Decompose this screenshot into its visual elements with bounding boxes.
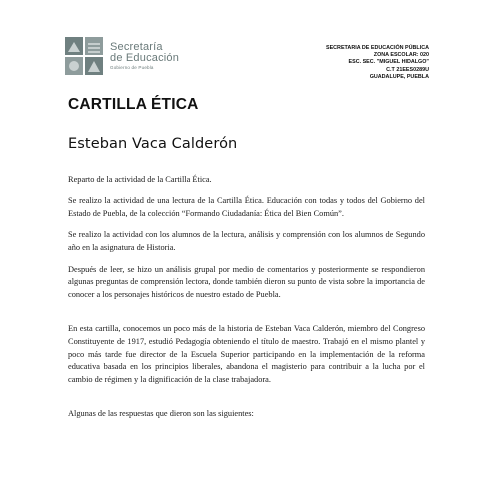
header-line-4: C.T 21EES0289U (386, 66, 429, 73)
puebla-emblem-icon (62, 34, 106, 78)
paragraph-2: Se realizo la actividad de una lectura de la Cartilla Ética. Educación con todas y todos del Gobierno del Estado de Puebla, de la colección “Formando Ciudadanía: Ética del Bien Común”. (68, 196, 425, 219)
header-line-1: SECRETARIA DE EDUCACIÓN PÚBLICA (325, 45, 429, 51)
header-line-5: GUADALUPE, PUEBLA (369, 73, 429, 80)
logo-line-2: de Educación (110, 51, 180, 64)
logo-line-3: Gobierno de Puebla (110, 64, 154, 70)
author-name: Esteban Vaca Calderón (68, 136, 238, 152)
header-line-2: ZONA ESCOLAR: 020 (373, 52, 429, 59)
paragraph-5: En esta cartilla, conocemos un poco más de la historia de Esteban Vaca Calderón, miembro del Congreso Constituyente de 1917, estudió Pedagogía obteniendo el título de maestro. Trabajó en el mismo plantel y poco más tarde fue director de la Escuela Superior participando en la implementación de la reforma educativa basada en los principios liberales, abandona el magisterio para contribuir a la lucha por el cambio de régimen y la dignificación de la clase trabajadora. (68, 323, 425, 385)
paragraph-6: Algunas de las respuestas que dieron son las siguientes: (68, 409, 254, 419)
paragraph-3: Se realizo la actividad con los alumnos de la lectura, análisis y comprensión con los alumnos de Segundo año en la asignatura de Historia. (68, 229, 425, 252)
document-title: CARTILLA ÉTICA (68, 96, 199, 113)
document-body (68, 174, 425, 421)
paragraph-1: Reparto de la actividad de la Cartilla Ética. (68, 175, 212, 184)
school-header (326, 45, 429, 81)
sep-logo (62, 32, 192, 80)
paragraph-4: Después de leer, se hizo un análisis grupal por medio de comentarios y posteriormente se respondieron algunas preguntas de comprensión lectora, donde también dieron su punto de vista sobre la importancia de conocer a los personajes históricos de nuestro estado de Puebla. (68, 264, 425, 300)
header-line-3: ESC. SEC. "MIGUEL HIDALGO" (348, 59, 429, 66)
logo-line-1: Secretaría (110, 40, 163, 53)
logo-wordmark (110, 42, 179, 71)
